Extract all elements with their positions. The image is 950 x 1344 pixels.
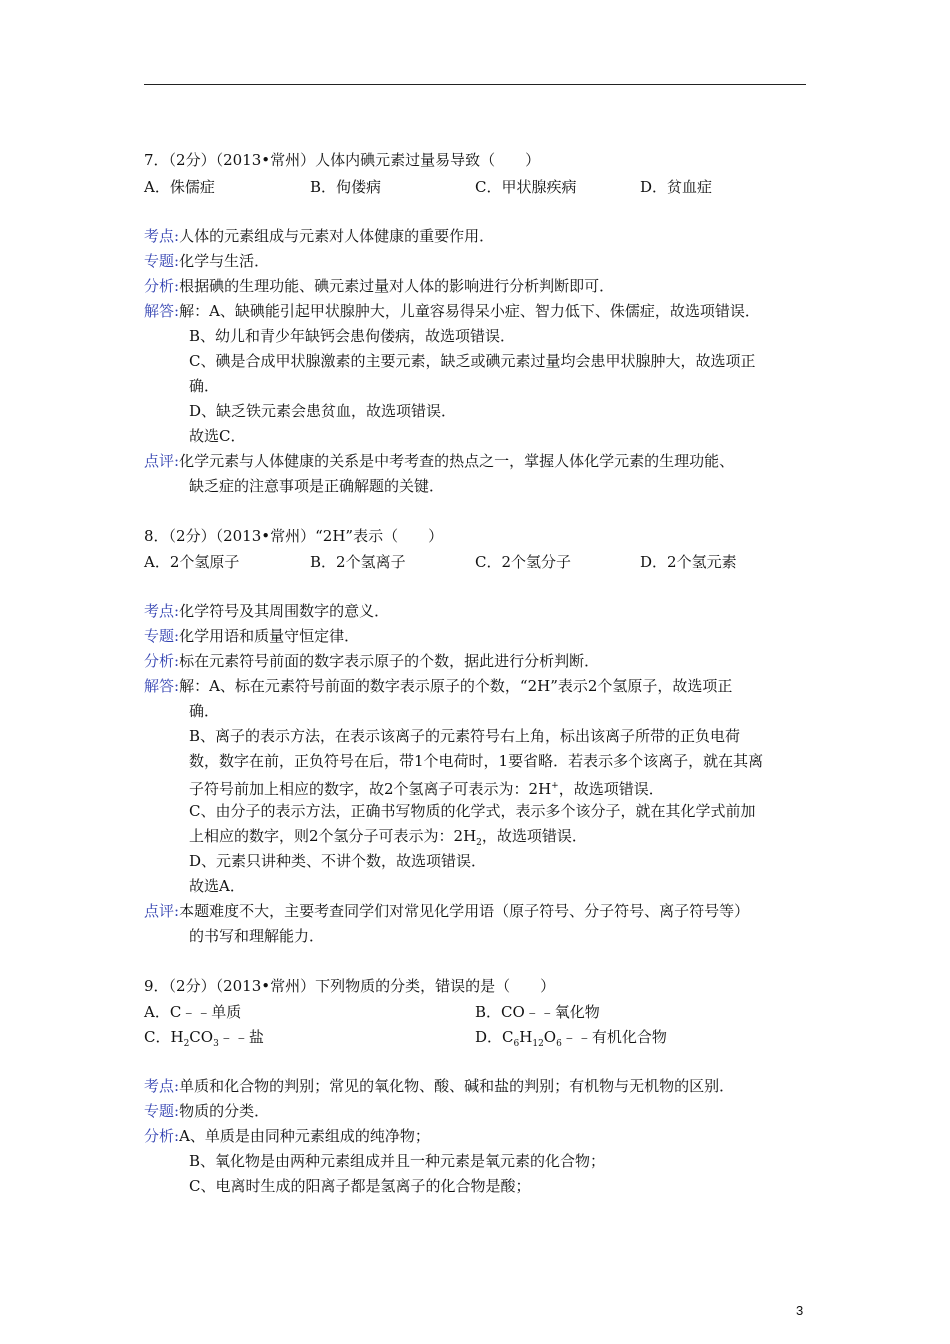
q8-option-b: B．2个氢离子 [310,553,406,571]
q8-jieda-line: B、离子的表示方法，在表示该离子的元素符号右上角，标出该离子所带的正负电荷 [189,727,741,745]
q9-option-c: C．$H_2CO_3﹣﹣$盐 [144,1028,264,1049]
q8-zhuanti: 专题:化学用语和质量守恒定律． [144,627,360,645]
q8-option-c: C．2个氢分子 [475,553,572,571]
page-number: 3 [796,1303,804,1318]
q8-option-d: D．2个氢元素 [640,553,737,571]
q7-dianping-line: 缺乏症的注意事项是正确解题的关键． [189,477,445,495]
q8-jieda-line: 上相应的数字，则2个氢分子可表示为：$2H_2$，故选项错误． [189,827,587,848]
jieda-label: 解答: [144,302,180,320]
dianping-label: 点评: [144,902,180,920]
q7-jieda-line: B、幼儿和青少年缺钙会患佝偻病，故选项错误． [189,327,516,345]
q8-jieda-line: 确． [189,702,220,720]
q8-fenxi: 分析:标在元素符号前面的数字表示原子的个数，据此进行分析判断． [144,652,600,670]
q9-option-b: B．CO﹣﹣氧化物 [475,1003,600,1021]
q7-option-c: C．甲状腺疾病 [475,178,577,196]
q8-jieda-line: 数，数字在前，正负符号在后，带1个电荷时，1要省略．若表示多个该离子，就在其离 [189,752,764,770]
kaodian-label: 考点: [144,602,180,620]
q9-stem: 9．（2分）（2013•常州）下列物质的分类，错误的是（ ） [144,977,556,995]
zhuanti-label: 专题: [144,252,180,270]
q9-fenxi: 分析:A、单质是由同种元素组成的纯净物； [144,1127,430,1145]
kaodian-label: 考点: [144,1077,180,1095]
fenxi-label: 分析: [144,652,180,670]
q9-option-a: A．C﹣﹣单质 [144,1003,242,1021]
q8-dianping: 点评:本题难度不大，主要考查同学们对常见化学用语（原子符号、分子符号、离子符号等） [144,902,750,920]
q8-kaodian: 考点:化学符号及其周围数字的意义． [144,602,390,620]
q7-option-d: D．贫血症 [640,178,713,196]
q8-dianping-line: 的书写和理解能力． [189,927,325,945]
q9-fenxi-line: B、氧化物是由两种元素组成并且一种元素是氧元素的化合物； [189,1152,606,1170]
q7-stem: 7．（2分）（2013•常州）人体内碘元素过量易导致（ ） [144,151,541,169]
q7-fenxi: 分析:根据碘的生理功能、碘元素过量对人体的影响进行分析判断即可． [144,277,615,295]
q8-jieda-line: D、元素只讲种类、不讲个数，故选项错误． [189,852,487,870]
q7-jieda-line: C、碘是合成甲状腺激素的主要元素，缺乏或碘元素过量均会患甲状腺肿大，故选项正 [189,352,756,370]
zhuanti-label: 专题: [144,627,180,645]
fenxi-label: 分析: [144,1127,180,1145]
q8-stem: 8．（2分）（2013•常州）“2H”表示（ ） [144,527,444,545]
q7-kaodian: 考点:人体的元素组成与元素对人体健康的重要作用． [144,227,495,245]
q7-option-b: B．佝偻病 [310,178,382,196]
q9-option-d: D．$C_6H_{12}O_6﹣﹣$有机化合物 [475,1028,667,1049]
dianping-label: 点评: [144,452,180,470]
q7-jieda-line: D、缺乏铁元素会患贫血，故选项错误． [189,402,457,420]
q7-jieda: 解答:解：A、缺碘能引起甲状腺肿大，儿童容易得呆小症、智力低下、侏儒症，故选项错误． [144,302,760,320]
fenxi-label: 分析: [144,277,180,295]
q9-zhuanti: 专题:物质的分类． [144,1102,270,1120]
kaodian-label: 考点: [144,227,180,245]
q9-fenxi-line: C、电离时生成的阳离子都是氢离子的化合物是酸； [189,1177,531,1195]
header-rule [144,84,806,85]
zhuanti-label: 专题: [144,1102,180,1120]
q7-dianping: 点评:化学元素与人体健康的关系是中考考查的热点之一，掌握人体化学元素的生理功能、 [144,452,735,470]
q7-jieda-line: 故选C． [189,427,246,445]
q8-jieda-line: C、由分子的表示方法，正确书写物质的化学式，表示多个该分子，就在其化学式前加 [189,802,756,820]
q9-kaodian: 考点:单质和化合物的判别；常见的氧化物、酸、碱和盐的判别；有机物与无机物的区别． [144,1077,735,1095]
q8-jieda: 解答:解：A、标在元素符号前面的数字表示原子的个数，“2H”表示2个氢原子，故选项正 [144,677,733,695]
jieda-label: 解答: [144,677,180,695]
q7-option-a: A．侏儒症 [144,178,215,196]
q8-jieda-line: 子符号前加上相应的数字，故2个氢离子可表示为：2H+，故选项错误． [189,780,664,798]
q7-jieda-line: 确． [189,377,220,395]
q7-zhuanti: 专题:化学与生活． [144,252,270,270]
q8-jieda-line: 故选A． [189,877,245,895]
q8-option-a: A．2个氢原子 [144,553,240,571]
